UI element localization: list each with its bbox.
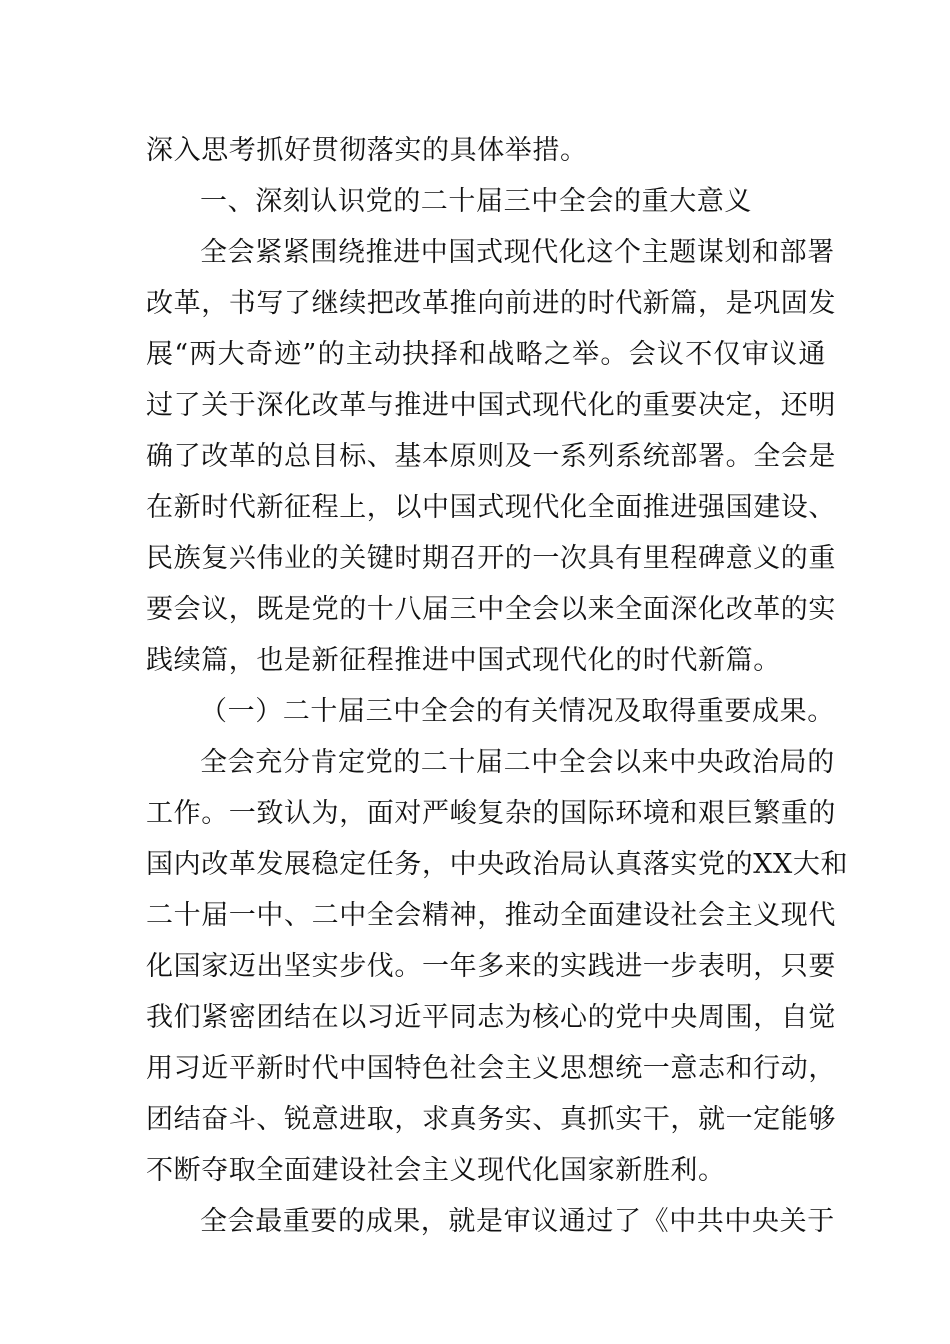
body-line: 二十届一中、二中全会精神，推动全面建设社会主义现代 xyxy=(146,900,836,931)
body-line: 不断夺取全面建设社会主义现代化国家新胜利。 xyxy=(146,1155,726,1186)
body-line: 用习近平新时代中国特色社会主义思想统一意志和行动， xyxy=(146,1053,836,1084)
body-line: 工作。一致认为，面对严峻复杂的国际环境和艰巨繁重的 xyxy=(146,798,836,829)
body-line: 国内改革发展稳定任务，中央政治局认真落实党的XX大和 xyxy=(146,849,849,880)
body-line: 在新时代新征程上，以中国式现代化全面推进强国建设、 xyxy=(146,492,836,523)
body-line: 践续篇，也是新征程推进中国式现代化的时代新篇。 xyxy=(146,645,781,676)
body-line: 要会议，既是党的十八届三中全会以来全面深化改革的实 xyxy=(146,594,836,625)
body-line: 全会充分肯定党的二十届二中全会以来中央政治局的 xyxy=(200,747,835,778)
body-line: 展“两大奇迹”的主动抉择和战略之举。会议不仅审议通 xyxy=(146,339,826,370)
body-line: 深入思考抓好贯彻落实的具体举措。 xyxy=(146,135,588,166)
subsection-heading: （一）二十届三中全会的有关情况及取得重要成果。 xyxy=(200,696,835,727)
body-line: 团结奋斗、锐意进取，求真务实、真抓实干，就一定能够 xyxy=(146,1104,836,1135)
body-line: 民族复兴伟业的关键时期召开的一次具有里程碑意义的重 xyxy=(146,543,836,574)
body-line: 改革，书写了继续把改革推向前进的时代新篇，是巩固发 xyxy=(146,288,836,319)
body-line: 我们紧密团结在以习近平同志为核心的党中央周围，自觉 xyxy=(146,1002,836,1033)
body-line: 全会最重要的成果，就是审议通过了《中共中央关于 xyxy=(200,1206,835,1237)
body-line: 确了改革的总目标、基本原则及一系列系统部署。全会是 xyxy=(146,441,836,472)
section-heading: 一、深刻认识党的二十届三中全会的重大意义 xyxy=(200,186,752,217)
body-line: 化国家迈出坚实步伐。一年多来的实践进一步表明，只要 xyxy=(146,951,836,982)
body-line: 过了关于深化改革与推进中国式现代化的重要决定，还明 xyxy=(146,390,836,421)
body-line: 全会紧紧围绕推进中国式现代化这个主题谋划和部署 xyxy=(200,237,835,268)
